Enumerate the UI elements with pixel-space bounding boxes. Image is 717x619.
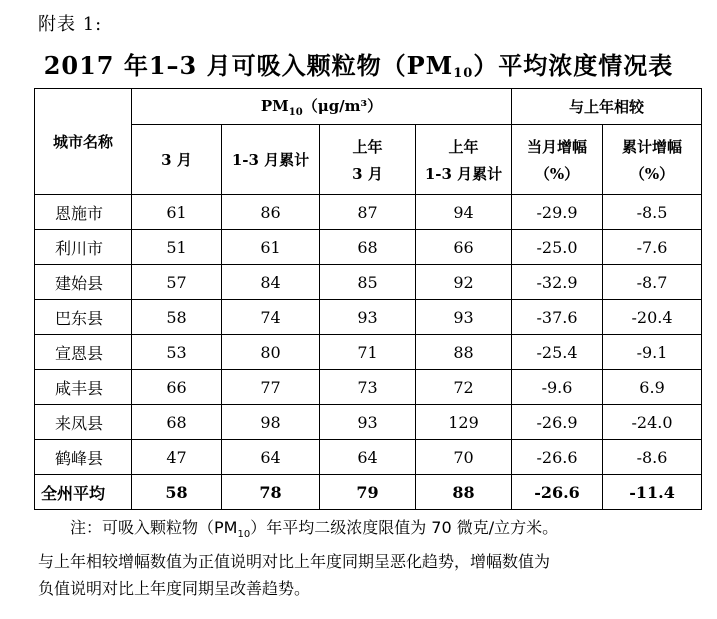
march-cell: 53	[132, 335, 222, 370]
last-march-cell: 93	[320, 405, 416, 440]
monthly-cell: -9.6	[512, 370, 603, 405]
march-cell: 58	[132, 300, 222, 335]
last-march-cell: 68	[320, 230, 416, 265]
pm10-table	[34, 88, 702, 510]
monthly-cell: -29.9	[512, 195, 603, 230]
monthly-cell: -25.4	[512, 335, 603, 370]
jan-mar-cell: 74	[222, 300, 320, 335]
header-monthly-change: 当月增幅 （%）	[512, 125, 603, 195]
cumulative-cell: -11.4	[603, 475, 702, 510]
monthly-cell: -26.6	[512, 475, 603, 510]
header-last-jan-mar: 上年 1-3 月累计	[416, 125, 512, 195]
monthly-cell: -25.0	[512, 230, 603, 265]
march-cell: 66	[132, 370, 222, 405]
header-jan-mar: 1-3 月累计	[222, 125, 320, 195]
jan-mar-cell: 77	[222, 370, 320, 405]
city-cell: 恩施市	[35, 195, 132, 230]
last-jan-mar-cell: 92	[416, 265, 512, 300]
monthly-cell: -32.9	[512, 265, 603, 300]
table-row	[35, 300, 702, 335]
table-row	[35, 195, 702, 230]
jan-mar-cell: 98	[222, 405, 320, 440]
march-cell: 68	[132, 405, 222, 440]
last-march-cell: 71	[320, 335, 416, 370]
page-title: 2017 年1–3 月可吸入颗粒物$(PM_{10})$平均浓度情况表	[43, 51, 674, 81]
jan-mar-cell: 64	[222, 440, 320, 475]
last-march-cell: 73	[320, 370, 416, 405]
total-row	[35, 475, 702, 510]
city-cell: 利川市	[35, 230, 132, 265]
city-cell: 建始县	[35, 265, 132, 300]
monthly-cell: -26.6	[512, 440, 603, 475]
header-cumulative-change: 累计增幅 （%）	[603, 125, 702, 195]
cumulative-cell: -8.7	[603, 265, 702, 300]
last-jan-mar-cell: 70	[416, 440, 512, 475]
monthly-cell: -37.6	[512, 300, 603, 335]
jan-mar-cell: 80	[222, 335, 320, 370]
last-jan-mar-cell: 72	[416, 370, 512, 405]
table-row	[35, 405, 702, 440]
cumulative-cell: -20.4	[603, 300, 702, 335]
table-row	[35, 230, 702, 265]
last-march-cell: 79	[320, 475, 416, 510]
last-jan-mar-cell: 93	[416, 300, 512, 335]
header-compare-group: 与上年相较	[512, 89, 702, 125]
march-cell: 57	[132, 265, 222, 300]
monthly-cell: -26.9	[512, 405, 603, 440]
last-march-cell: 64	[320, 440, 416, 475]
table-row	[35, 370, 702, 405]
march-cell: 47	[132, 440, 222, 475]
last-jan-mar-cell: 88	[416, 475, 512, 510]
city-cell: 来凤县	[35, 405, 132, 440]
cumulative-cell: -7.6	[603, 230, 702, 265]
march-cell: 61	[132, 195, 222, 230]
last-march-cell: 87	[320, 195, 416, 230]
city-cell: 巴东县	[35, 300, 132, 335]
footnote-line-1: 注：可吸入颗粒物$(PM_{10})$年平均二级浓度限值为 70 微克/立方米。	[70, 518, 559, 541]
last-jan-mar-cell: 88	[416, 335, 512, 370]
last-jan-mar-cell: 129	[416, 405, 512, 440]
city-cell: 鹤峰县	[35, 440, 132, 475]
cumulative-cell: -9.1	[603, 335, 702, 370]
attachment-label: 附表 1:	[38, 14, 103, 35]
march-cell: 58	[132, 475, 222, 510]
city-cell: 咸丰县	[35, 370, 132, 405]
last-march-cell: 85	[320, 265, 416, 300]
footnote-line-3: 负值说明对比上年度同期呈改善趋势。	[38, 579, 311, 599]
last-jan-mar-cell: 94	[416, 195, 512, 230]
march-cell: 51	[132, 230, 222, 265]
table-row	[35, 265, 702, 300]
city-cell: 宣恩县	[35, 335, 132, 370]
jan-mar-cell: 61	[222, 230, 320, 265]
city-cell: 全州平均	[35, 475, 132, 510]
header-last-march: 上年 3 月	[320, 125, 416, 195]
cumulative-cell: 6.9	[603, 370, 702, 405]
header-march: 3 月	[132, 125, 222, 195]
cumulative-cell: -8.5	[603, 195, 702, 230]
header-pm10-group: $PM_{10}(\mu g/m^3)$	[132, 89, 512, 125]
footnote	[38, 514, 698, 602]
footnote-line-2: 与上年相较增幅数值为正值说明对比上年度同期呈恶化趋势，增幅数值为	[38, 552, 551, 572]
last-jan-mar-cell: 66	[416, 230, 512, 265]
table-row	[35, 440, 702, 475]
table-row	[35, 335, 702, 370]
last-march-cell: 93	[320, 300, 416, 335]
header-city: 城市名称	[35, 89, 132, 195]
cumulative-cell: -24.0	[603, 405, 702, 440]
jan-mar-cell: 78	[222, 475, 320, 510]
cumulative-cell: -8.6	[603, 440, 702, 475]
jan-mar-cell: 84	[222, 265, 320, 300]
jan-mar-cell: 86	[222, 195, 320, 230]
